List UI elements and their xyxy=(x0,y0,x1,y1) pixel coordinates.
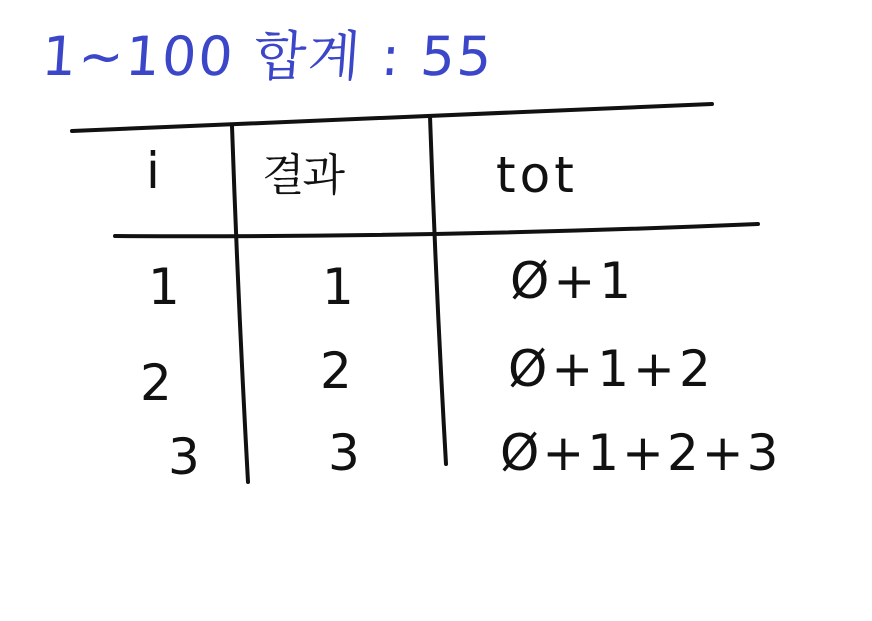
table-top-line xyxy=(72,104,712,131)
row-2-tot: Ø+1+2 xyxy=(508,340,715,398)
row-1-i: 1 xyxy=(148,258,180,316)
row-3-i: 3 xyxy=(168,428,200,486)
row-2-i: 2 xyxy=(140,354,172,412)
page-title: 1~100 합계 : 55 xyxy=(39,25,496,88)
row-2-result: 2 xyxy=(320,342,352,400)
row-3-result: 3 xyxy=(328,424,360,482)
table-column-divider-2 xyxy=(430,116,446,464)
header-i: i xyxy=(146,142,160,200)
table-column-divider-1 xyxy=(232,126,248,482)
row-3-tot: Ø+1+2+3 xyxy=(500,424,782,482)
row-1-tot: Ø+1 xyxy=(510,252,636,310)
row-1-result: 1 xyxy=(322,258,354,316)
header-tot: tot xyxy=(496,146,578,204)
header-result: 결과 xyxy=(262,150,344,201)
